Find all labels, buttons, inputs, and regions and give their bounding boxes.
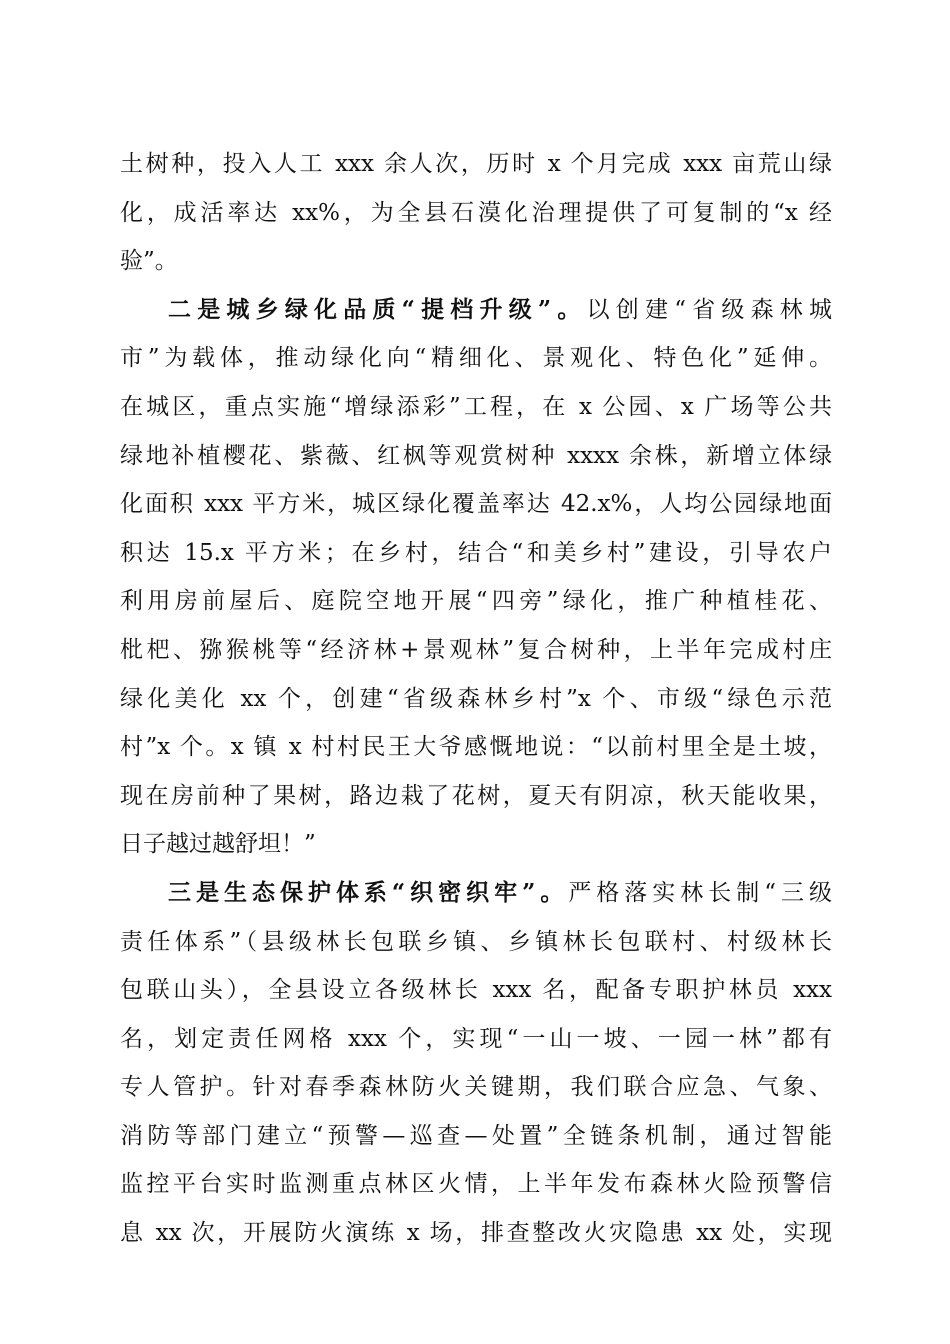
paragraph-line: 利用房前屋后、庭院空地开展“四旁”绿化，推广种植桂花、 (120, 588, 832, 615)
paragraph-line: 市”为载体，推动绿化向“精细化、景观化、特色化”延伸。 (120, 345, 832, 372)
paragraph-line: 化面积 xxx 平方米，城区绿化覆盖率达 42.x%，人均公园绿地面 (120, 491, 832, 518)
paragraph-line: 监控平台实时监测重点林区火情，上半年发布森林火险预警信 (120, 1171, 832, 1198)
paragraph-line-rest: 严格落实林长制“三级 (568, 879, 832, 906)
paragraph-line: 验”。 (120, 248, 178, 275)
paragraph-line: 绿地补植樱花、紫薇、红枫等观赏树种 xxxx 余株，新增立体绿 (120, 442, 832, 469)
paragraph-line: 枇杷、猕猴桃等“经济林+景观林”复合树种，上半年完成村庄 (120, 636, 832, 663)
paragraph-lead-heading: 三是生态保护体系“织密织牢”。 (168, 878, 569, 906)
paragraph-line: 土树种，投入人工 xxx 余人次，历时 x 个月完成 xxx 亩荒山绿 (120, 151, 832, 177)
paragraph-line-rest: 以创建“省级森林城 (586, 296, 832, 323)
paragraph-line: 包联山头），全县设立各级林长 xxx 名，配备专职护林员 xxx (120, 977, 832, 1004)
document-body (120, 140, 832, 1258)
paragraph-line: 专人管护。针对春季森林防火关键期，我们联合应急、气象、 (120, 1074, 832, 1101)
paragraph-line: 消防等部门建立“预警—巡查—处置”全链条机制，通过智能 (120, 1122, 832, 1149)
paragraph-first-line (120, 869, 832, 918)
paragraph-line: 绿化美化 xx 个，创建“省级森林乡村”x 个、市级“绿色示范 (120, 685, 832, 712)
paragraph-line: 在城区，重点实施“增绿添彩”工程，在 x 公园、x 广场等公共 (120, 393, 832, 420)
paragraph-line: 村”x 个。x 镇 x 村村民王大爷感慨地说：“以前村里全是土坡， (120, 734, 832, 761)
paragraph-line: 名，划定责任网格 xxx 个，实现“一山一坡、一园一林”都有 (120, 1025, 832, 1052)
paragraph-line: 现在房前种了果树，路边栽了花树，夏天有阴凉，秋天能收果， (120, 782, 832, 809)
paragraph-line: 息 xx 次，开展防火演练 x 场，排查整改火灾隐患 xx 处，实现 (120, 1220, 832, 1247)
paragraph-line: 积达 15.x 平方米；在乡村，结合“和美乡村”建设，引导农户 (120, 539, 832, 566)
paragraph-line: 责任体系”（县级林长包联乡镇、乡镇林长包联村、村级林长 (120, 928, 832, 955)
paragraph-first-line (120, 286, 832, 335)
paragraph-lead-heading: 二是城乡绿化品质“提档升级”。 (168, 295, 587, 323)
paragraph-line: 日子越过越舒坦！” (120, 831, 316, 858)
paragraph-line: 化，成活率达 xx%，为全县石漠化治理提供了可复制的“x 经 (120, 199, 832, 226)
